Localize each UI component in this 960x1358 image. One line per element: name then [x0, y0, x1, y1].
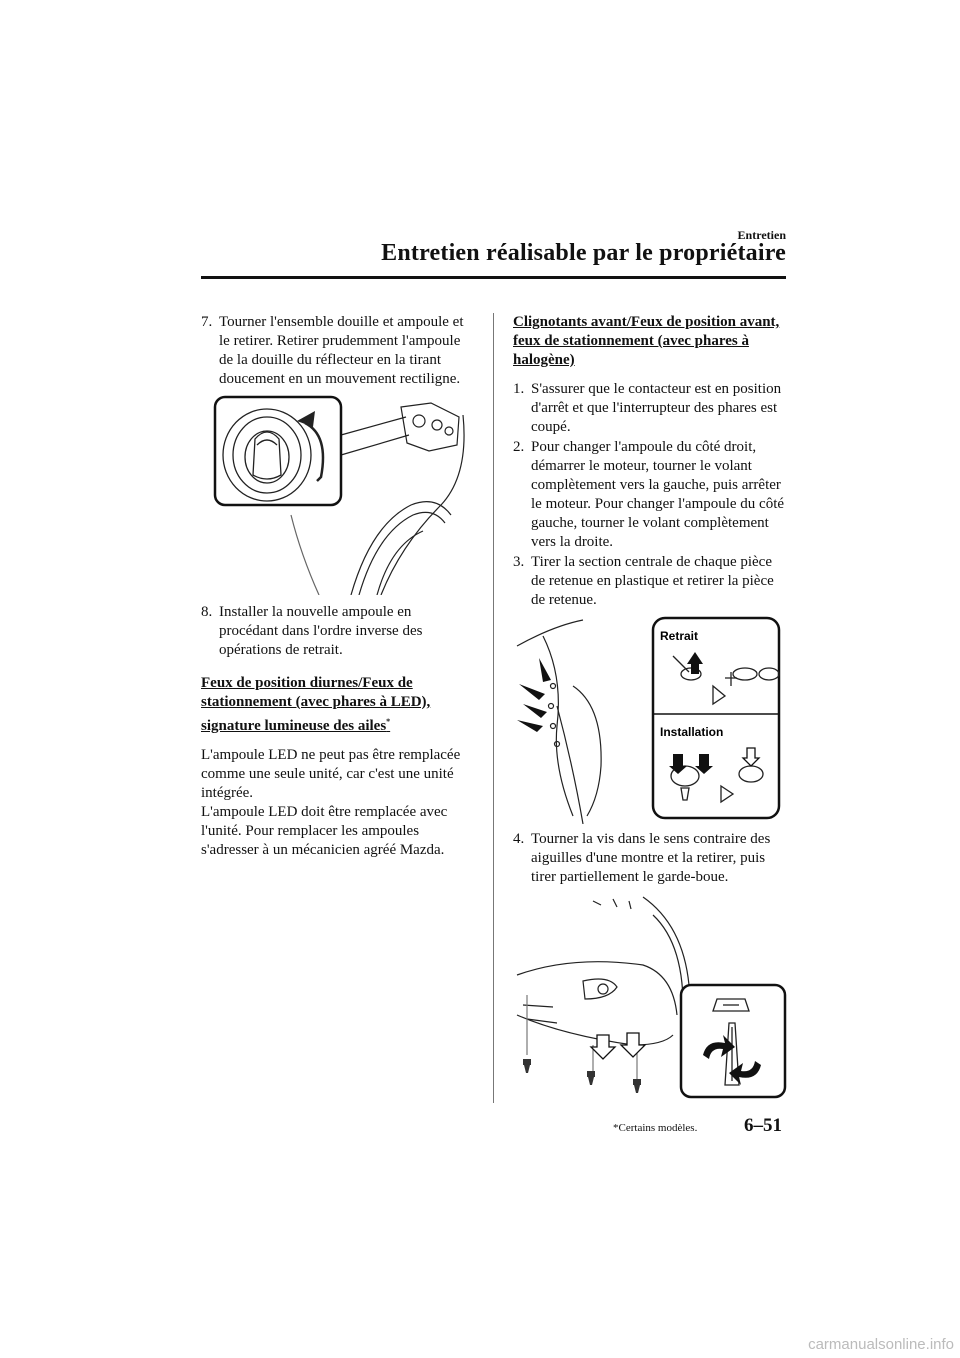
footnote: *Certains modèles. — [613, 1122, 698, 1134]
bulb-socket-figure — [201, 395, 473, 595]
step-text: Tourner la vis dans le sens contraire des aiguilles d'une montre et la retirer, puis tirer partiellement le garde-boue. — [531, 831, 771, 885]
step-1 — [513, 380, 789, 437]
column-divider — [493, 313, 494, 1103]
label-installation: Installation — [660, 725, 724, 739]
step-number: 1. — [513, 381, 525, 397]
step-text: S'assurer que le contacteur est en position d'arrêt et que l'interrupteur des phares est coupé. — [531, 381, 782, 435]
watermark: carmanualsonline.info — [808, 1336, 954, 1353]
step-number: 2. — [513, 439, 525, 455]
step-3 — [513, 553, 789, 610]
step-number: 4. — [513, 831, 525, 847]
paragraph: L'ampoule LED doit être remplacée avec l'unité. Pour remplacer les ampoules s'adresser à un mécanicien agréé Mazda. — [201, 804, 448, 858]
step-7 — [201, 313, 473, 389]
step-text: Tourner l'ensemble douille et ampoule et le retirer. Retirer prudemment l'ampoule de la douille du réflecteur en la tirant doucement en un mouvement rectiligne. — [219, 314, 464, 387]
header-rule — [201, 276, 786, 279]
label-removal: Retrait — [660, 629, 699, 643]
page-title: Entretien réalisable par le propriétaire — [381, 240, 786, 266]
step-text: Pour changer l'ampoule du côté droit, démarrer le moteur, tourner le volant complètement vers la gauche, puis arrêter le moteur. Pour changer l'ampoule du côté gauche, tourner le volant complètement vers la droite. — [531, 439, 785, 550]
step-8 — [201, 603, 473, 660]
step-text: Tirer la section centrale de chaque pièce de retenue en plastique et retirer la pièce de retenue. — [531, 554, 774, 608]
right-column — [513, 313, 789, 1105]
retainer-figure — [513, 616, 789, 824]
step-number: 3. — [513, 554, 525, 570]
step-number: 8. — [201, 604, 213, 620]
step-text: Installer la nouvelle ampoule en procédant dans l'ordre inverse des opérations de retrait. — [219, 604, 423, 658]
header-section: Entretien — [737, 228, 786, 242]
step-4 — [513, 830, 789, 887]
footnote-mark: * — [386, 717, 391, 726]
step-number: 7. — [201, 314, 213, 330]
screw-figure — [513, 895, 789, 1105]
step-2 — [513, 438, 789, 552]
paragraph: L'ampoule LED ne peut pas être remplacée comme une seule unité, car c'est une unité intégrée. — [201, 747, 461, 801]
subheading-led: Feux de position diurnes/Feux de stationnement (avec phares à LED), signature lumineuse des ailes* — [201, 675, 431, 734]
page-number: 6–51 — [744, 1115, 782, 1136]
left-column — [201, 313, 473, 860]
subheading-halogen: Clignotants avant/Feux de position avant, feux de stationnement (avec phares à halogène) — [513, 314, 780, 368]
